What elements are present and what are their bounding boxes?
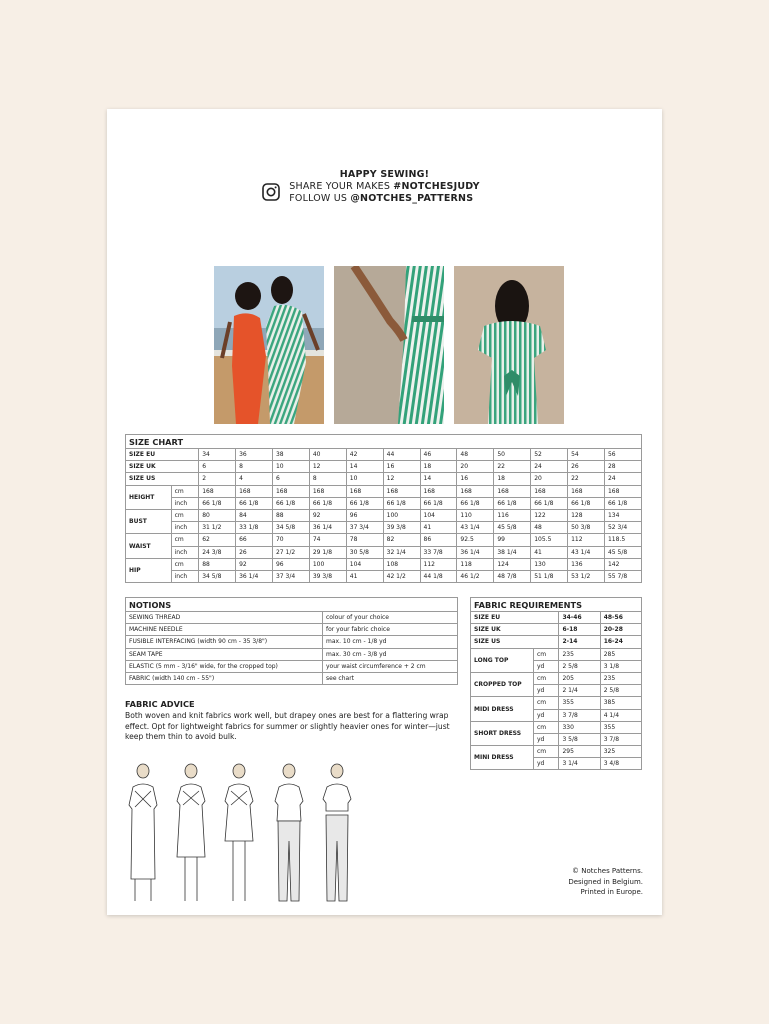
height-cm: 168 — [604, 485, 641, 497]
unit-label: cm — [534, 697, 559, 709]
hip-cm: 100 — [309, 558, 346, 570]
hip-inch: 34 5/8 — [199, 570, 236, 582]
hip-inch: 53 1/2 — [568, 570, 605, 582]
hashtag: #NOTCHESJUDY — [393, 181, 480, 192]
waist-inch: 24 3/8 — [199, 546, 236, 558]
bust-cm: 134 — [604, 509, 641, 521]
share-line — [289, 181, 479, 193]
figure-long-dress — [129, 764, 157, 901]
unit-label: cm — [534, 648, 559, 660]
table-row — [471, 636, 642, 648]
fr-cm: 385 — [600, 697, 641, 709]
unit-label: cm — [171, 485, 199, 497]
unit-label: inch — [171, 546, 199, 558]
table-row — [126, 636, 458, 648]
bust-cm: 122 — [531, 509, 568, 521]
waist-inch: 43 1/4 — [568, 546, 605, 558]
height-inch: 66 1/8 — [494, 497, 531, 509]
bust-cm: 116 — [494, 509, 531, 521]
height-cm: 168 — [272, 485, 309, 497]
size-us-label: SIZE US — [126, 473, 199, 485]
table-row — [126, 648, 458, 660]
unit-label: yd — [534, 758, 559, 770]
waist-inch: 36 1/4 — [457, 546, 494, 558]
notion-item: FUSIBLE INTERFACING (width 90 cm - 35 3/8") — [126, 636, 323, 648]
size-uk-value: 16 — [383, 461, 420, 473]
instagram-handle: @NOTCHES_PATTERNS — [350, 193, 474, 204]
size-eu-value: 38 — [272, 449, 309, 461]
size-eu-label: SIZE EU — [126, 449, 199, 461]
bust-inch: 48 — [531, 522, 568, 534]
unit-label: yd — [534, 660, 559, 672]
table-row — [471, 612, 642, 624]
fabric-requirements-table — [470, 597, 642, 770]
fr-yd: 3 7/8 — [559, 709, 600, 721]
size-us-value: 8 — [309, 473, 346, 485]
size-us-value: 16 — [457, 473, 494, 485]
size-chart-title: SIZE CHART — [126, 435, 642, 449]
waist-inch: 45 5/8 — [604, 546, 641, 558]
fr-yd: 3 1/4 — [559, 758, 600, 770]
size-us-value: 20 — [531, 473, 568, 485]
fr-cm: 325 — [600, 746, 641, 758]
bust-cm: 100 — [383, 509, 420, 521]
waist-inch: 32 1/4 — [383, 546, 420, 558]
table-row — [126, 672, 458, 684]
hip-cm: 96 — [272, 558, 309, 570]
unit-label: cm — [171, 534, 199, 546]
table-row — [126, 522, 642, 534]
waist-cm: 86 — [420, 534, 457, 546]
size-eu-value: 56 — [604, 449, 641, 461]
table-row — [126, 509, 642, 521]
photos-row — [214, 266, 564, 424]
table-row — [126, 612, 458, 624]
height-inch: 66 1/8 — [568, 497, 605, 509]
fr-yd: 3 1/8 — [600, 660, 641, 672]
notion-qty: max. 10 cm - 1/8 yd — [323, 636, 458, 648]
hip-inch: 55 7/8 — [604, 570, 641, 582]
hip-inch: 36 1/4 — [236, 570, 273, 582]
bust-inch: 33 1/8 — [236, 522, 273, 534]
size-us-value: 24 — [604, 473, 641, 485]
size-uk-value: 24 — [531, 461, 568, 473]
notion-qty: colour of your choice — [323, 612, 458, 624]
table-row — [126, 660, 458, 672]
back-photo-illustration — [454, 266, 564, 424]
table-row — [471, 721, 642, 733]
height-inch: 66 1/8 — [199, 497, 236, 509]
height-inch: 66 1/8 — [272, 497, 309, 509]
bust-cm: 110 — [457, 509, 494, 521]
waist-cm: 92.5 — [457, 534, 494, 546]
beach-photo-illustration — [214, 266, 324, 424]
bust-inch: 41 — [420, 522, 457, 534]
bust-inch: 31 1/2 — [199, 522, 236, 534]
waist-inch: 27 1/2 — [272, 546, 309, 558]
height-inch: 66 1/8 — [236, 497, 273, 509]
bust-inch: 34 5/8 — [272, 522, 309, 534]
bust-inch: 50 3/8 — [568, 522, 605, 534]
unit-label: yd — [534, 685, 559, 697]
garment-label: MINI DRESS — [471, 746, 534, 770]
notion-item: SEWING THREAD — [126, 612, 323, 624]
fabric-advice-title: FABRIC ADVICE — [125, 699, 195, 709]
height-inch: 66 1/8 — [531, 497, 568, 509]
header — [107, 169, 662, 205]
table-row — [126, 449, 642, 461]
notions-title: NOTIONS — [126, 598, 458, 612]
size-chart-table — [125, 434, 642, 583]
fr-yd: 2 5/8 — [600, 685, 641, 697]
photo-detail — [334, 266, 444, 424]
fr-size-us: 2-14 — [559, 636, 600, 648]
table-row — [126, 497, 642, 509]
fr-yd: 2 1/4 — [559, 685, 600, 697]
size-uk-value: 10 — [272, 461, 309, 473]
height-inch: 66 1/8 — [457, 497, 494, 509]
bust-cm: 88 — [272, 509, 309, 521]
designed-line: Designed in Belgium. — [568, 877, 643, 886]
table-row — [126, 558, 642, 570]
fr-yd: 3 7/8 — [600, 733, 641, 745]
garment-label: MIDI DRESS — [471, 697, 534, 721]
size-us-value: 14 — [420, 473, 457, 485]
table-row — [471, 746, 642, 758]
size-eu-value: 50 — [494, 449, 531, 461]
waist-inch: 38 1/4 — [494, 546, 531, 558]
hip-inch: 41 — [346, 570, 383, 582]
fr-cm: 355 — [559, 697, 600, 709]
size-uk-value: 12 — [309, 461, 346, 473]
height-cm: 168 — [457, 485, 494, 497]
fr-yd: 4 1/4 — [600, 709, 641, 721]
hip-cm: 136 — [568, 558, 605, 570]
table-row — [126, 461, 642, 473]
printed-line: Printed in Europe. — [580, 888, 643, 896]
waist-cm: 82 — [383, 534, 420, 546]
size-us-value: 18 — [494, 473, 531, 485]
table-row — [126, 570, 642, 582]
measure-label-height: HEIGHT — [126, 485, 172, 509]
share-prefix: SHARE YOUR MAKES — [289, 181, 394, 192]
unit-label: inch — [171, 522, 199, 534]
happy-sewing-text: HAPPY SEWING! — [339, 169, 430, 180]
unit-label: cm — [534, 672, 559, 684]
measure-label-hip: HIP — [126, 558, 172, 582]
height-cm: 168 — [420, 485, 457, 497]
waist-cm: 62 — [199, 534, 236, 546]
measure-label-bust: BUST — [126, 509, 172, 533]
detail-photo-illustration — [334, 266, 444, 424]
unit-label: cm — [534, 746, 559, 758]
unit-label: yd — [534, 733, 559, 745]
bust-inch: 39 3/8 — [383, 522, 420, 534]
hip-inch: 44 1/8 — [420, 570, 457, 582]
hip-cm: 130 — [531, 558, 568, 570]
follow-prefix: FOLLOW US — [289, 193, 351, 204]
fr-size-eu: 48-56 — [600, 612, 641, 624]
fr-cm: 205 — [559, 672, 600, 684]
bust-cm: 96 — [346, 509, 383, 521]
unit-label: yd — [534, 709, 559, 721]
notion-qty: your waist circumference + 2 cm — [323, 660, 458, 672]
fr-cm: 285 — [600, 648, 641, 660]
height-cm: 168 — [494, 485, 531, 497]
size-us-value: 6 — [272, 473, 309, 485]
size-uk-value: 28 — [604, 461, 641, 473]
waist-cm: 78 — [346, 534, 383, 546]
fr-size-eu: 34-46 — [559, 612, 600, 624]
unit-label: inch — [171, 570, 199, 582]
height-inch: 66 1/8 — [309, 497, 346, 509]
waist-inch: 30 5/8 — [346, 546, 383, 558]
waist-cm: 112 — [568, 534, 605, 546]
fr-size-us-label: SIZE US — [471, 636, 559, 648]
table-row — [471, 697, 642, 709]
fr-yd: 3 4/8 — [600, 758, 641, 770]
waist-cm: 70 — [272, 534, 309, 546]
bust-cm: 92 — [309, 509, 346, 521]
waist-inch: 29 1/8 — [309, 546, 346, 558]
notion-item: ELASTIC (5 mm - 3/16" wide, for the cropped top) — [126, 660, 323, 672]
fr-size-us: 16-24 — [600, 636, 641, 648]
waist-inch: 33 7/8 — [420, 546, 457, 558]
bust-cm: 128 — [568, 509, 605, 521]
bust-cm: 80 — [199, 509, 236, 521]
size-eu-value: 46 — [420, 449, 457, 461]
waist-cm: 74 — [309, 534, 346, 546]
waist-cm: 105.5 — [531, 534, 568, 546]
hip-cm: 88 — [199, 558, 236, 570]
garment-label: CROPPED TOP — [471, 672, 534, 696]
hip-cm: 118 — [457, 558, 494, 570]
fr-cm: 295 — [559, 746, 600, 758]
hip-inch: 37 3/4 — [272, 570, 309, 582]
photo-beach — [214, 266, 324, 424]
bust-inch: 52 3/4 — [604, 522, 641, 534]
hip-cm: 92 — [236, 558, 273, 570]
size-uk-value: 14 — [346, 461, 383, 473]
fr-cm: 235 — [559, 648, 600, 660]
unit-label: cm — [171, 558, 199, 570]
fr-size-uk-label: SIZE UK — [471, 624, 559, 636]
waist-inch: 26 — [236, 546, 273, 558]
follow-line — [289, 193, 479, 205]
size-us-value: 10 — [346, 473, 383, 485]
garment-label: SHORT DRESS — [471, 721, 534, 745]
hip-cm: 104 — [346, 558, 383, 570]
notion-item: MACHINE NEEDLE — [126, 624, 323, 636]
size-eu-value: 44 — [383, 449, 420, 461]
pattern-back-sheet — [107, 109, 662, 915]
size-us-value: 2 — [199, 473, 236, 485]
instagram-icon — [262, 183, 280, 201]
height-cm: 168 — [309, 485, 346, 497]
size-uk-value: 22 — [494, 461, 531, 473]
size-eu-value: 34 — [199, 449, 236, 461]
hip-cm: 142 — [604, 558, 641, 570]
size-eu-value: 42 — [346, 449, 383, 461]
hip-cm: 108 — [383, 558, 420, 570]
height-inch: 66 1/8 — [346, 497, 383, 509]
waist-cm: 66 — [236, 534, 273, 546]
fr-cm: 355 — [600, 721, 641, 733]
notion-qty: see chart — [323, 672, 458, 684]
size-us-value: 4 — [236, 473, 273, 485]
figure-midi-dress — [177, 764, 205, 901]
copyright-line: © Notches Patterns. — [571, 867, 643, 875]
fr-size-uk: 6-18 — [559, 624, 600, 636]
waist-inch: 41 — [531, 546, 568, 558]
bust-inch: 43 1/4 — [457, 522, 494, 534]
bust-inch: 37 3/4 — [346, 522, 383, 534]
size-us-value: 12 — [383, 473, 420, 485]
size-us-value: 22 — [568, 473, 605, 485]
hip-inch: 51 1/8 — [531, 570, 568, 582]
copyright-block — [568, 866, 643, 898]
size-eu-value: 40 — [309, 449, 346, 461]
height-cm: 168 — [236, 485, 273, 497]
hip-cm: 124 — [494, 558, 531, 570]
hip-inch: 46 1/2 — [457, 570, 494, 582]
garment-label: LONG TOP — [471, 648, 534, 672]
fr-cm: 235 — [600, 672, 641, 684]
bust-cm: 84 — [236, 509, 273, 521]
height-cm: 168 — [531, 485, 568, 497]
technical-drawings — [123, 761, 363, 906]
fr-size-eu-label: SIZE EU — [471, 612, 559, 624]
figure-short-dress — [225, 764, 253, 901]
hip-cm: 112 — [420, 558, 457, 570]
size-uk-value: 26 — [568, 461, 605, 473]
size-eu-value: 54 — [568, 449, 605, 461]
size-eu-value: 48 — [457, 449, 494, 461]
size-uk-value: 8 — [236, 461, 273, 473]
height-cm: 168 — [383, 485, 420, 497]
size-uk-value: 18 — [420, 461, 457, 473]
waist-cm: 118.5 — [604, 534, 641, 546]
bust-inch: 45 5/8 — [494, 522, 531, 534]
bust-inch: 36 1/4 — [309, 522, 346, 534]
table-row — [471, 648, 642, 660]
size-uk-value: 6 — [199, 461, 236, 473]
figure-top-pants — [275, 764, 303, 901]
measure-label-waist: WAIST — [126, 534, 172, 558]
table-row — [471, 624, 642, 636]
fr-yd: 3 5/8 — [559, 733, 600, 745]
notion-item: SEAM TAPE — [126, 648, 323, 660]
fabric-req-title: FABRIC REQUIREMENTS — [471, 598, 642, 612]
unit-label: cm — [534, 721, 559, 733]
waist-cm: 99 — [494, 534, 531, 546]
size-uk-label: SIZE UK — [126, 461, 199, 473]
notion-qty: max. 30 cm - 3/8 yd — [323, 648, 458, 660]
fr-cm: 330 — [559, 721, 600, 733]
notions-table — [125, 597, 458, 685]
height-inch: 66 1/8 — [383, 497, 420, 509]
fabric-advice-text: Both woven and knit fabrics work well, but drapey ones are best for a flattering wrap effect. Opt for lightweight fabrics for summer or slightly heavier ones for winter—just keep them thin to avoid bulk. — [125, 711, 450, 741]
table-row — [126, 546, 642, 558]
table-row — [126, 624, 458, 636]
height-cm: 168 — [568, 485, 605, 497]
size-eu-value: 52 — [531, 449, 568, 461]
height-inch: 66 1/8 — [604, 497, 641, 509]
photo-back — [454, 266, 564, 424]
unit-label: inch — [171, 497, 199, 509]
fr-yd: 2 5/8 — [559, 660, 600, 672]
table-row — [126, 485, 642, 497]
height-cm: 168 — [346, 485, 383, 497]
table-row — [126, 534, 642, 546]
notion-item: FABRIC (width 140 cm - 55") — [126, 672, 323, 684]
fr-size-uk: 20-28 — [600, 624, 641, 636]
hip-inch: 39 3/8 — [309, 570, 346, 582]
unit-label: cm — [171, 509, 199, 521]
bust-cm: 104 — [420, 509, 457, 521]
height-cm: 168 — [199, 485, 236, 497]
table-row — [126, 473, 642, 485]
figure-cropped-top-pants — [323, 764, 351, 901]
size-uk-value: 20 — [457, 461, 494, 473]
hip-inch: 42 1/2 — [383, 570, 420, 582]
table-row — [471, 672, 642, 684]
height-inch: 66 1/8 — [420, 497, 457, 509]
notion-qty: for your fabric choice — [323, 624, 458, 636]
hip-inch: 48 7/8 — [494, 570, 531, 582]
size-eu-value: 36 — [236, 449, 273, 461]
